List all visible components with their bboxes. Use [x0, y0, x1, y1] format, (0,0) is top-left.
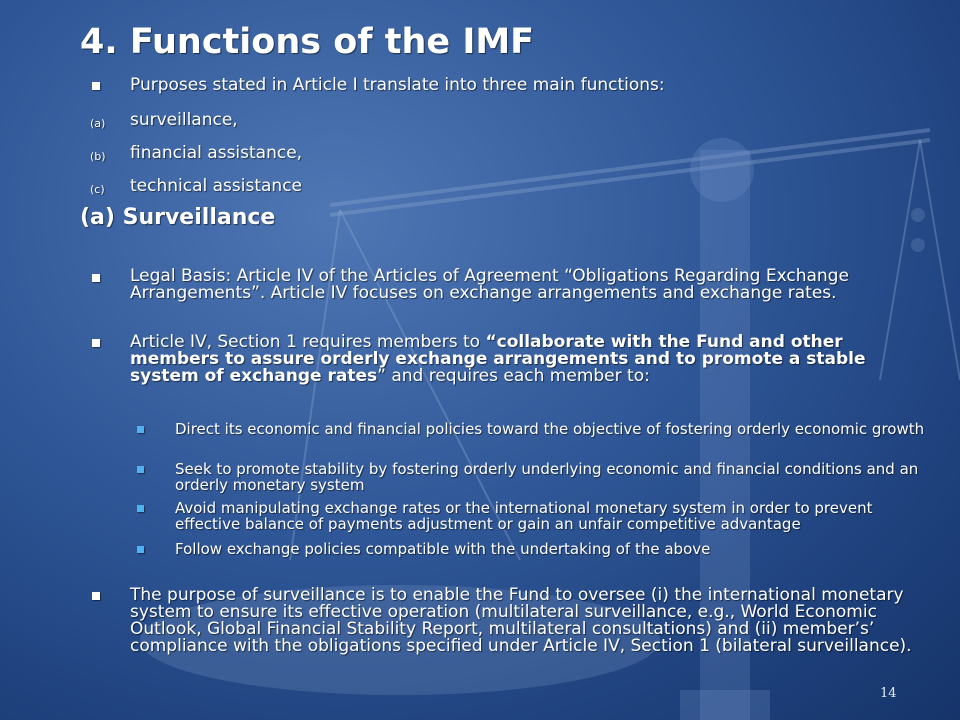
- bullet-article-iv-post: ” and requires each member to:: [377, 366, 650, 386]
- bullet-marker: [92, 339, 100, 347]
- function-marker: (b): [90, 150, 106, 163]
- function-marker: (a): [90, 117, 106, 130]
- sub-bullet-marker: [137, 505, 144, 512]
- sub-bullet-item: Follow exchange policies compatible with the undertaking of the above: [175, 540, 711, 558]
- function-marker: (c): [90, 183, 105, 196]
- slide-title: 4. Functions of the IMF: [80, 22, 535, 62]
- function-surveillance: surveillance,: [130, 110, 238, 130]
- sub-bullet-item: Direct its economic and financial policies toward the objective of fostering orderly economic growth: [175, 420, 925, 438]
- bullet-article-iv-quote: “collaborate with the Fund and other members to assure orderly exchange arrangements and to promote a stable system of exchange rates: [130, 332, 866, 386]
- section-heading: (a) Surveillance: [80, 205, 276, 230]
- sub-bullet-item: Avoid manipulating exchange rates or the international monetary system in order to prevent effective balance of payments adjustment or gain an unfair competitive advantage: [175, 499, 873, 533]
- function-financial-assistance: financial assistance,: [130, 143, 303, 163]
- intro-text: Purposes stated in Article I translate into three main functions:: [130, 75, 665, 95]
- bullet-purpose: The purpose of surveillance is to enable the Fund to oversee (i) the international monetary system to ensure its effective operation (multilateral surveillance, e.g., World Economic Outlook, Global Financial Stability Report, multilateral consultations) and (ii) member’s’ compliance with the obligations specified under Article IV, Section 1 (bilateral surveillance).: [130, 585, 912, 656]
- sub-bullet-marker: [137, 546, 144, 553]
- function-technical-assistance: technical assistance: [130, 176, 303, 196]
- bullet-article-iv: [130, 334, 930, 385]
- bullet-marker: [92, 274, 100, 282]
- bullet-legal-basis: Legal Basis: Article IV of the Articles of Agreement “Obligations Regarding Exchange Arrangements”. Article IV focuses on exchange arrangements and exchange rates.: [130, 266, 849, 303]
- sub-bullet-item: Seek to promote stability by fostering orderly underlying economic and financial conditions and an orderly monetary system: [175, 460, 919, 494]
- sub-bullet-marker: [137, 426, 144, 433]
- sub-bullet-marker: [137, 466, 144, 473]
- bullet-article-iv-pre: Article IV, Section 1 requires members to: [130, 332, 486, 352]
- page-number: 14: [880, 686, 897, 701]
- bullet-marker: [92, 82, 100, 90]
- bullet-marker: [92, 592, 100, 600]
